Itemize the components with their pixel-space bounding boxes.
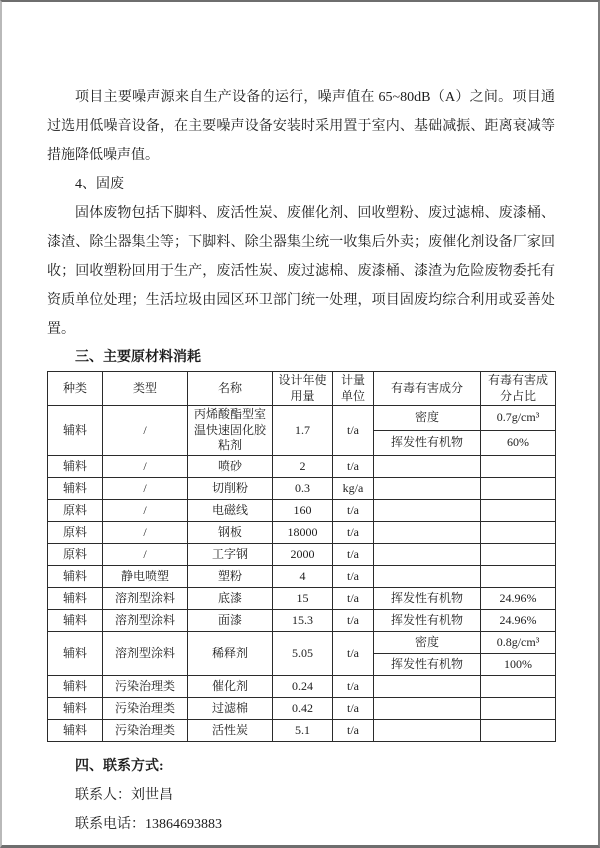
cell-name: 工字钢	[188, 543, 273, 565]
col-header-component: 有毒有害成分	[374, 372, 481, 406]
cell-type: 污染治理类	[103, 697, 188, 719]
cell-component	[374, 499, 481, 521]
cell-type: 静电喷塑	[103, 565, 188, 587]
cell-amount: 18000	[273, 521, 333, 543]
document-content	[2, 2, 600, 839]
cell-kind: 辅料	[48, 697, 103, 719]
cell-unit: t/a	[333, 697, 374, 719]
cell-amount: 2000	[273, 543, 333, 565]
cell-component	[374, 697, 481, 719]
cell-unit: t/a	[333, 499, 374, 521]
cell-component: 密度	[374, 406, 481, 431]
cell-ratio	[481, 477, 556, 499]
table-row	[48, 719, 556, 741]
cell-kind: 辅料	[48, 565, 103, 587]
col-header-type: 类型	[103, 372, 188, 406]
table-row	[48, 565, 556, 587]
cell-type: /	[103, 455, 188, 477]
cell-type: /	[103, 543, 188, 565]
cell-ratio: 60%	[481, 431, 556, 456]
cell-kind: 原料	[48, 521, 103, 543]
cell-type: /	[103, 499, 188, 521]
cell-name: 底漆	[188, 587, 273, 609]
cell-type: 污染治理类	[103, 675, 188, 697]
cell-unit: t/a	[333, 719, 374, 741]
cell-kind: 辅料	[48, 719, 103, 741]
cell-component	[374, 565, 481, 587]
cell-amount: 5.05	[273, 631, 333, 675]
cell-kind: 原料	[48, 499, 103, 521]
cell-ratio: 0.7g/cm³	[481, 406, 556, 431]
cell-amount: 5.1	[273, 719, 333, 741]
cell-component	[374, 455, 481, 477]
cell-unit: t/a	[333, 631, 374, 675]
cell-unit: t/a	[333, 675, 374, 697]
cell-name: 活性炭	[188, 719, 273, 741]
heading-contact: 四、联系方式:	[75, 758, 164, 774]
cell-kind: 原料	[48, 543, 103, 565]
cell-component	[374, 675, 481, 697]
col-header-amount: 设计年使用量	[273, 372, 333, 406]
cell-component: 密度	[374, 631, 481, 653]
cell-name: 面漆	[188, 609, 273, 631]
heading-solid-waste: 4、固废	[75, 177, 124, 192]
cell-name: 喷砂	[188, 455, 273, 477]
cell-kind: 辅料	[48, 675, 103, 697]
cell-name: 丙烯酸酯型室温快速固化胶粘剂	[188, 406, 273, 456]
cell-ratio	[481, 455, 556, 477]
table-row	[48, 609, 556, 631]
cell-type: 溶剂型涂料	[103, 631, 188, 675]
cell-type: 溶剂型涂料	[103, 609, 188, 631]
cell-unit: t/a	[333, 609, 374, 631]
cell-ratio	[481, 499, 556, 521]
cell-unit: t/a	[333, 406, 374, 456]
table-row	[48, 587, 556, 609]
cell-ratio: 24.96%	[481, 609, 556, 631]
cell-type: /	[103, 406, 188, 456]
table-row	[48, 521, 556, 543]
cell-component	[374, 543, 481, 565]
cell-type: 溶剂型涂料	[103, 587, 188, 609]
cell-name: 稀释剂	[188, 631, 273, 675]
cell-name: 塑粉	[188, 565, 273, 587]
cell-kind: 辅料	[48, 631, 103, 675]
table-row	[48, 631, 556, 653]
cell-amount: 0.24	[273, 675, 333, 697]
cell-unit: kg/a	[333, 477, 374, 499]
cell-component: 挥发性有机物	[374, 609, 481, 631]
table-row	[48, 499, 556, 521]
cell-ratio	[481, 521, 556, 543]
table-row	[48, 543, 556, 565]
col-header-unit: 计量单位	[333, 372, 374, 406]
contact-section	[47, 752, 600, 839]
cell-ratio: 100%	[481, 653, 556, 675]
cell-amount: 4	[273, 565, 333, 587]
col-header-kind: 种类	[48, 372, 103, 406]
cell-amount: 2	[273, 455, 333, 477]
cell-ratio	[481, 565, 556, 587]
cell-name: 电磁线	[188, 499, 273, 521]
cell-ratio	[481, 719, 556, 741]
cell-type: /	[103, 477, 188, 499]
paragraph-solid-waste: 固体废物包括下脚料、废活性炭、废催化剂、回收塑粉、废过滤棉、废漆桶、漆渣、除尘器集尘等；下脚料、除尘器集尘统一收集后外卖；废催化剂设备厂家回收；回收塑粉回用于生产，废活性炭、废过滤棉、废漆桶、漆渣为危险废物委托有资质单位处理；生活垃圾由园区环卫部门统一处理，项目固废均综合利用或妥善处置。	[47, 206, 555, 337]
cell-name: 切削粉	[188, 477, 273, 499]
cell-kind: 辅料	[48, 455, 103, 477]
cell-amount: 1.7	[273, 406, 333, 456]
cell-ratio	[481, 697, 556, 719]
materials-table	[47, 371, 556, 742]
cell-component: 挥发性有机物	[374, 653, 481, 675]
cell-component	[374, 521, 481, 543]
col-header-ratio: 有毒有害成分占比	[481, 372, 556, 406]
cell-component: 挥发性有机物	[374, 431, 481, 456]
cell-type: 污染治理类	[103, 719, 188, 741]
cell-ratio: 24.96%	[481, 587, 556, 609]
table-header-row	[48, 372, 556, 406]
cell-amount: 15.3	[273, 609, 333, 631]
cell-component	[374, 477, 481, 499]
cell-unit: t/a	[333, 455, 374, 477]
cell-ratio	[481, 675, 556, 697]
cell-amount: 15	[273, 587, 333, 609]
table-row	[48, 697, 556, 719]
table-row	[48, 406, 556, 431]
cell-kind: 辅料	[48, 406, 103, 456]
heading-materials: 三、主要原材料消耗	[75, 350, 201, 365]
cell-kind: 辅料	[48, 587, 103, 609]
cell-component	[374, 719, 481, 741]
cell-unit: t/a	[333, 543, 374, 565]
paragraph-noise: 项目主要噪声源来自生产设备的运行，噪声值在 65~80dB（A）之间。项目通过选用低噪音设备，在主要噪声设备安装时采用置于室内、基础减振、距离衰减等措施降低噪声值。	[47, 90, 555, 163]
cell-kind: 辅料	[48, 477, 103, 499]
cell-ratio: 0.8g/cm³	[481, 631, 556, 653]
table-row	[48, 477, 556, 499]
cell-name: 催化剂	[188, 675, 273, 697]
cell-name: 钢板	[188, 521, 273, 543]
cell-amount: 160	[273, 499, 333, 521]
cell-type: /	[103, 521, 188, 543]
cell-unit: t/a	[333, 565, 374, 587]
col-header-name: 名称	[188, 372, 273, 406]
table-row	[48, 675, 556, 697]
cell-amount: 0.42	[273, 697, 333, 719]
contact-phone: 联系电话：13864693883	[75, 816, 222, 832]
cell-component: 挥发性有机物	[374, 587, 481, 609]
cell-amount: 0.3	[273, 477, 333, 499]
cell-unit: t/a	[333, 587, 374, 609]
cell-ratio	[481, 543, 556, 565]
cell-kind: 辅料	[48, 609, 103, 631]
table-row	[48, 455, 556, 477]
contact-person: 联系人：刘世昌	[75, 787, 173, 803]
cell-name: 过滤棉	[188, 697, 273, 719]
cell-unit: t/a	[333, 521, 374, 543]
